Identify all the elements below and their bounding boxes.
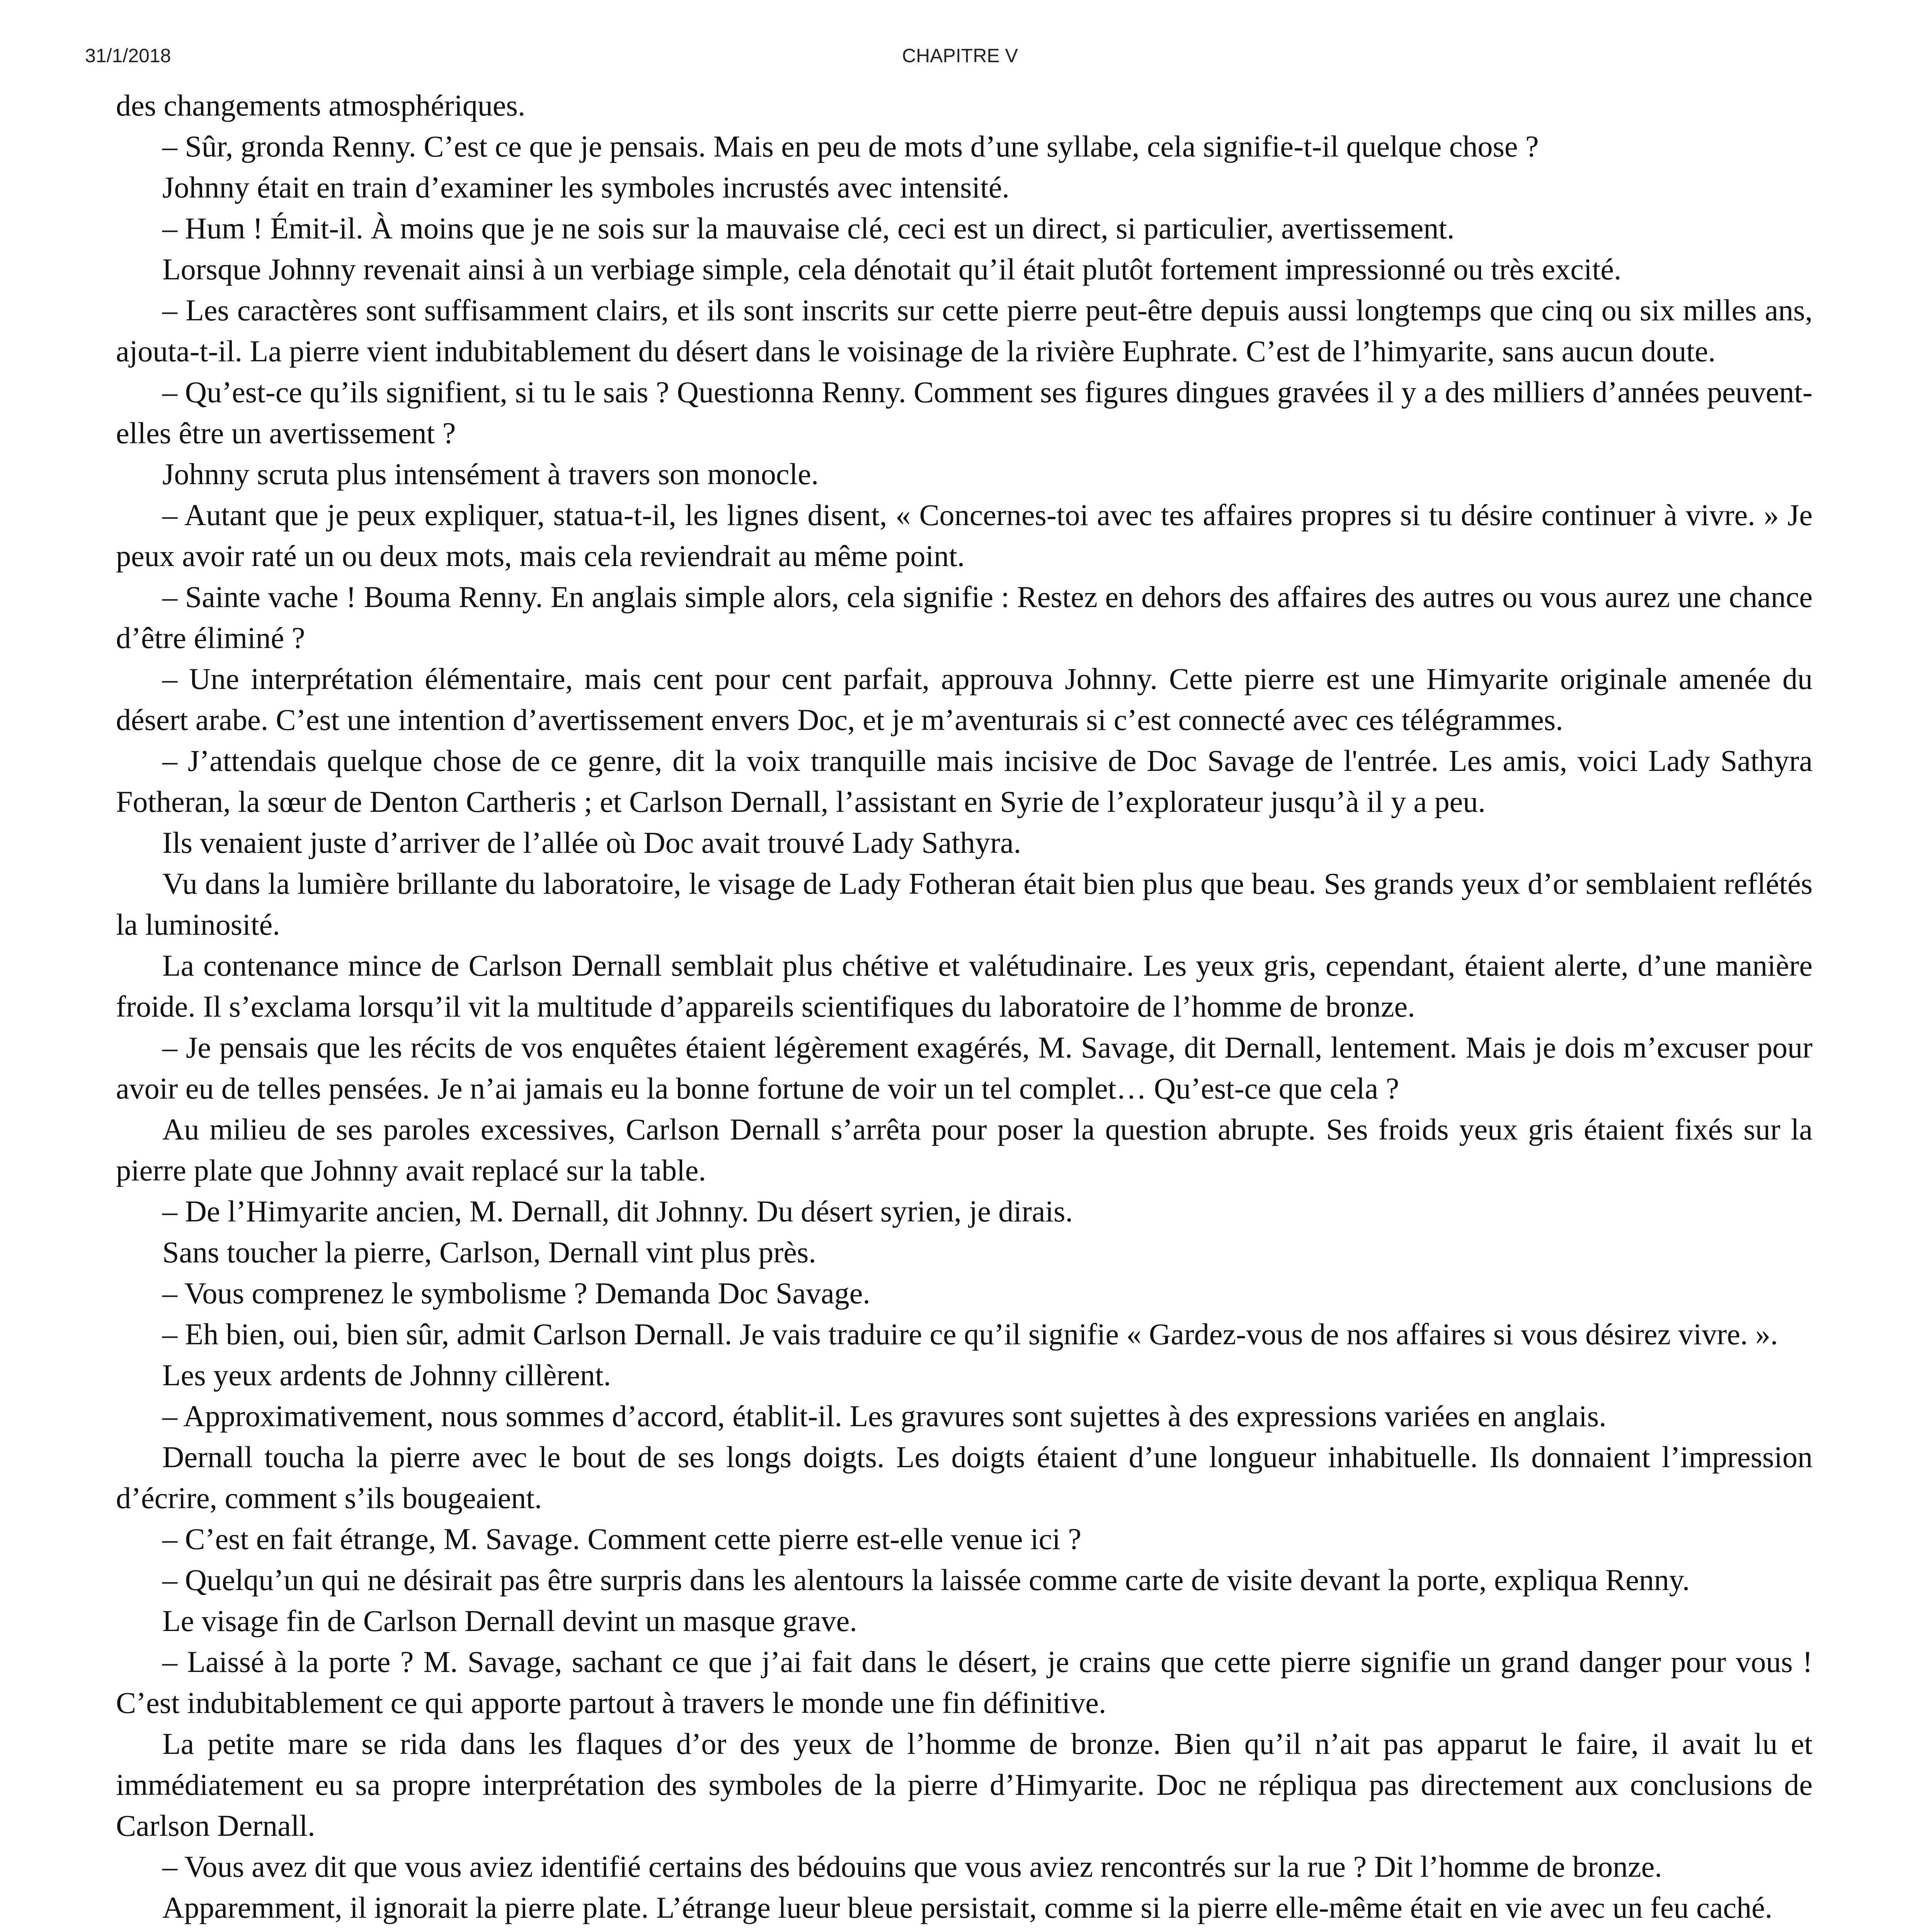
- paragraph: – J’attendais quelque chose de ce genre, dit la voix tranquille mais incisive de Doc Savage de l'entrée. Les amis, voici Lady Sathyra Fotheran, la sœur de Denton Cartheris ; et Carlson Dernall, l’assistant en Syrie de l’explorateur jusqu’à il y a peu.: [116, 744, 1813, 818]
- paragraph: – Quelqu’un qui ne désirait pas être surpris dans les alentours la laissée comme carte de visite devant la porte, expliqua Renny.: [162, 1563, 1690, 1597]
- paragraph: Au milieu de ses paroles excessives, Carlson Dernall s’arrêta pour poser la question abrupte. Ses froids yeux gris étaient fixés sur la pierre plate que Johnny avait replacé sur la table.: [116, 1112, 1813, 1187]
- paragraph: – Vous comprenez le symbolisme ? Demanda Doc Savage.: [162, 1276, 870, 1310]
- paragraph: – De l’Himyarite ancien, M. Dernall, dit Johnny. Du désert syrien, je dirais.: [162, 1194, 1073, 1228]
- page-header: [85, 44, 1835, 68]
- paragraph: Vu dans la lumière brillante du laboratoire, le visage de Lady Fotheran était bien plus que beau. Ses grands yeux d’or semblaient reflétés la luminosité.: [116, 867, 1813, 941]
- paragraph: – Les caractères sont suffisamment clairs, et ils sont inscrits sur cette pierre peut-être depuis aussi longtemps que cinq ou six milles ans, ajouta-t-il. La pierre vient indubitablement du désert dans le voisinage de la rivière Euphrate. C’est de l’himyarite, sans aucun doute.: [116, 293, 1813, 368]
- paragraph: des changements atmosphériques.: [116, 88, 526, 122]
- paragraph: Johnny était en train d’examiner les symboles incrustés avec intensité.: [162, 170, 1010, 204]
- paragraph: Apparemment, il ignorait la pierre plate. L’étrange lueur bleue persistait, comme si la pierre elle-même était en vie avec un feu caché.: [162, 1891, 1773, 1924]
- paragraph: – Eh bien, oui, bien sûr, admit Carlson Dernall. Je vais traduire ce qu’il signifie « Gardez-vous de nos affaires si vous désirez vivre. ».: [162, 1317, 1778, 1351]
- paragraph: – Hum ! Émit-il. À moins que je ne sois sur la mauvaise clé, ceci est un direct, si particulier, avertissement.: [162, 211, 1455, 245]
- paragraph: – Je pensais que les récits de vos enquêtes étaient légèrement exagérés, M. Savage, dit Dernall, lentement. Mais je dois m’excuser pour avoir eu de telles pensées. Je n’ai jamais eu la bonne fortune de voir un tel complet… Qu’est-ce que cela ?: [116, 1031, 1813, 1105]
- paragraph: – Autant que je peux expliquer, statua-t-il, les lignes disent, « Concernes-toi avec tes affaires propres si tu désire continuer à vivre. » Je peux avoir raté un ou deux mots, mais cela reviendrait au même point.: [116, 498, 1813, 573]
- paragraph: Sans toucher la pierre, Carlson, Dernall vint plus près.: [162, 1235, 816, 1269]
- paragraph: Les yeux ardents de Johnny cillèrent.: [162, 1358, 611, 1392]
- paragraph: Le visage fin de Carlson Dernall devint un masque grave.: [162, 1604, 857, 1638]
- paragraph: – Qu’est-ce qu’ils signifient, si tu le sais ? Questionna Renny. Comment ses figures dingues gravées il y a des milliers d’années peuvent-elles être un avertissement ?: [116, 375, 1813, 450]
- paragraph: – Vous avez dit que vous aviez identifié certains des bédouins que vous aviez rencontrés sur la rue ? Dit l’homme de bronze.: [162, 1850, 1662, 1883]
- paragraph: [116, 1928, 1813, 1932]
- chapter-title: CHAPITRE V: [902, 45, 1018, 66]
- paragraph: – Laissé à la porte ? M. Savage, sachant ce que j’ai fait dans le désert, je crains que cette pierre signifie un grand danger pour vous ! C’est indubitablement ce qui apporte partout à travers le monde une fin définitive.: [116, 1645, 1813, 1719]
- paragraph: – C’est en fait étrange, M. Savage. Comment cette pierre est-elle venue ici ?: [162, 1522, 1082, 1556]
- paragraph: La petite mare se rida dans les flaques d’or des yeux de l’homme de bronze. Bien qu’il n’ait pas apparut le faire, il avait lu et immédiatement eu sa propre interprétation des symboles de la pierre d’Himyarite. Doc ne répliqua pas directement aux conclusions de Carlson Dernall.: [116, 1727, 1813, 1842]
- print-date: 31/1/2018: [85, 45, 171, 66]
- paragraph: – Sûr, gronda Renny. C’est ce que je pensais. Mais en peu de mots d’une syllabe, cela signifie-t-il quelque chose ?: [162, 129, 1539, 163]
- paragraph: Ils venaient juste d’arriver de l’allée où Doc avait trouvé Lady Sathyra.: [162, 826, 1021, 859]
- paragraph: La contenance mince de Carlson Dernall semblait plus chétive et valétudinaire. Les yeux gris, cependant, étaient alerte, d’une manière froide. Il s’exclama lorsqu’il vit la multitude d’appareils scientifiques du laboratoire de l’homme de bronze.: [116, 949, 1813, 1023]
- paragraph: – Une interprétation élémentaire, mais cent pour cent parfait, approuva Johnny. Cette pierre est une Himyarite originale amenée du désert arabe. C’est une intention d’avertissement envers Doc, et je m’aventurais si c’est connecté avec ces télégrammes.: [116, 662, 1813, 736]
- paragraph: Johnny scruta plus intensément à travers son monocle.: [162, 457, 819, 491]
- chapter-text: [116, 85, 1813, 1932]
- paragraph: – Sainte vache ! Bouma Renny. En anglais simple alors, cela signifie : Restez en dehors des affaires des autres ou vous aurez une chance d’être éliminé ?: [116, 580, 1813, 655]
- paragraph: Lorsque Johnny revenait ainsi à un verbiage simple, cela dénotait qu’il était plutôt fortement impressionné ou très excité.: [162, 252, 1622, 286]
- paragraph: Dernall toucha la pierre avec le bout de ses longs doigts. Les doigts étaient d’une longueur inhabituelle. Ils donnaient l’impression d’écrire, comment s’ils bougeaient.: [116, 1440, 1813, 1515]
- paragraph: – Approximativement, nous sommes d’accord, établit-il. Les gravures sont sujettes à des expressions variées en anglais.: [162, 1399, 1607, 1433]
